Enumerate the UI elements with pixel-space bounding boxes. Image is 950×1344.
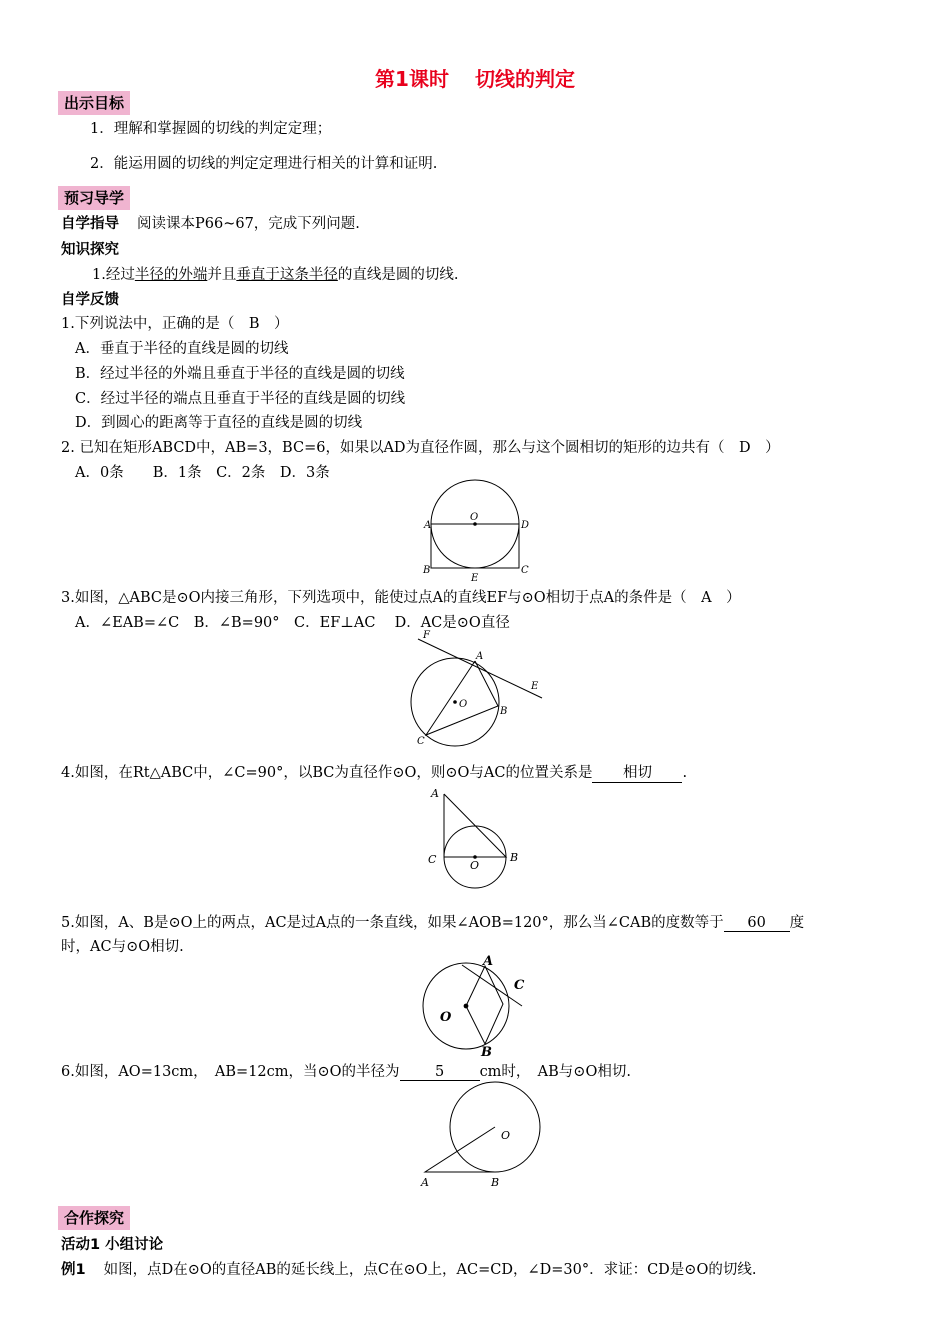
lesson-topic: 切线的判定	[474, 67, 575, 91]
q5-figure	[418, 952, 533, 1062]
q2-stem: 2. 已知在矩形ABCD中，AB=3，BC=6，如果以AD为直径作圆，那么与这个圆相切的矩形的边共有（ D ）	[61, 440, 780, 456]
goal-2: 2．能运用圆的切线的判定定理进行相关的计算和证明.	[90, 156, 438, 172]
q5-label-a: A	[483, 954, 494, 969]
q2-label-c: C	[521, 565, 529, 576]
example-label: 例1	[61, 1262, 86, 1278]
q5-label-o: O	[440, 1010, 452, 1025]
knowledge-blank-1: 半径的外端	[134, 267, 208, 283]
q5-stem-end: 度	[789, 915, 805, 931]
q2-label-e: E	[471, 573, 479, 584]
q3-options: A．∠EAB=∠C B．∠B=90° C．EF⊥AC D．AC是⊙O直径	[75, 615, 510, 631]
page-title	[0, 63, 950, 92]
q1-option-a: A．垂直于半径的直线是圆的切线	[75, 341, 289, 357]
q3-label-a: A	[476, 651, 484, 662]
q4-stem-text: 4.如图，在Rt△ABC中，∠C=90°，以BC为直径作⊙O，则⊙O与AC的位置关系是	[61, 765, 593, 781]
knowledge-mid: 并且	[207, 267, 237, 283]
q6-label-a: A	[421, 1176, 429, 1189]
q3-stem: 3.如图，△ABC是⊙O内接三角形，下列选项中，能使过点A的直线EF与⊙O相切于点A的条件是（ A ）	[61, 590, 741, 606]
example-1	[61, 1258, 756, 1279]
self-study-text: 阅读课本P66~67，完成下列问题.	[137, 216, 360, 232]
q4-answer: 相切	[592, 761, 682, 783]
q6-answer: 5	[400, 1064, 480, 1081]
activity-title: 活动1 小组讨论	[61, 1237, 164, 1253]
knowledge-blank-2: 垂直于这条半径	[236, 267, 338, 283]
q1-option-b: B．经过半径的外端且垂直于半径的直线是圆的切线	[75, 366, 405, 382]
q2-label-d: D	[521, 520, 530, 531]
q3-center-dot	[453, 700, 457, 704]
section-preview: 预习导学	[58, 186, 130, 210]
section-goals: 出示目标	[58, 91, 130, 115]
q4-stem	[61, 761, 687, 783]
q5-chords	[466, 966, 503, 1044]
q2-label-a: A	[424, 520, 432, 531]
q5-center-dot	[464, 1004, 469, 1009]
feedback-label: 自学反馈	[61, 292, 119, 308]
q3-label-o: O	[459, 699, 468, 710]
q3-label-f: F	[423, 630, 430, 641]
q4-figure	[422, 780, 532, 892]
q4-triangle	[444, 794, 506, 857]
knowledge-post: 的直线是圆的切线.	[337, 267, 459, 283]
q5-answer: 60	[724, 915, 790, 932]
q3-figure	[405, 628, 550, 748]
q1-option-d: D．到圆心的距离等于直径的直线是圆的切线	[75, 415, 363, 431]
q6-label-b: B	[491, 1176, 500, 1189]
q5-stem-text: 5.如图，A、B是⊙O上的两点，AC是过A点的一条直线，如果∠AOB=120°，那么当∠CAB的度数等于	[61, 915, 724, 931]
q4-stem-end: .	[682, 765, 688, 781]
knowledge-pre: 1.经过	[92, 267, 135, 283]
q5-label-b: B	[481, 1045, 492, 1060]
q5-line-2: 时，AC与⊙O相切.	[61, 939, 184, 955]
q2-figure	[415, 478, 540, 586]
q2-label-o: O	[470, 512, 479, 523]
knowledge-sentence	[92, 263, 458, 284]
self-study-line	[61, 212, 360, 233]
q5-label-c: C	[514, 978, 525, 993]
q6-figure	[412, 1080, 547, 1192]
section-cooperate: 合作探究	[58, 1206, 130, 1230]
q6-stem-end: cm时， AB与⊙O相切.	[479, 1064, 631, 1080]
q2-rectangle	[431, 524, 519, 568]
q2-label-b: B	[423, 565, 431, 576]
q4-label-o: O	[470, 859, 480, 872]
q2-options: A．0条 B．1条 C．2条 D．3条	[75, 465, 330, 481]
q6-stem	[61, 1060, 631, 1081]
q1-option-c: C．经过半径的端点且垂直于半径的直线是圆的切线	[75, 391, 406, 407]
q6-stem-text: 6.如图，AO=13cm， AB=12cm，当⊙O的半径为	[61, 1064, 400, 1080]
q5-stem	[61, 911, 804, 932]
q1-stem: 1.下列说法中，正确的是（ B ）	[61, 316, 289, 332]
q3-label-c: C	[417, 736, 425, 747]
q3-tangent-ef	[418, 639, 542, 698]
q3-label-e: E	[531, 681, 539, 692]
q4-label-a: A	[431, 787, 439, 800]
q6-label-o: O	[501, 1129, 511, 1142]
goal-1: 1．理解和掌握圆的切线的判定定理；	[90, 121, 332, 137]
example-text: 如图，点D在⊙O的直径AB的延长线上，点C在⊙O上，AC=CD，∠D=30°．求证：CD是⊙O的切线.	[103, 1262, 757, 1278]
knowledge-label: 知识探究	[61, 242, 119, 258]
q4-label-c: C	[428, 853, 437, 866]
q3-label-b: B	[500, 706, 508, 717]
q6-segments	[425, 1127, 495, 1172]
q4-label-b: B	[510, 851, 519, 864]
self-study-label: 自学指导	[61, 216, 119, 232]
lesson-number: 第1课时	[375, 67, 449, 91]
